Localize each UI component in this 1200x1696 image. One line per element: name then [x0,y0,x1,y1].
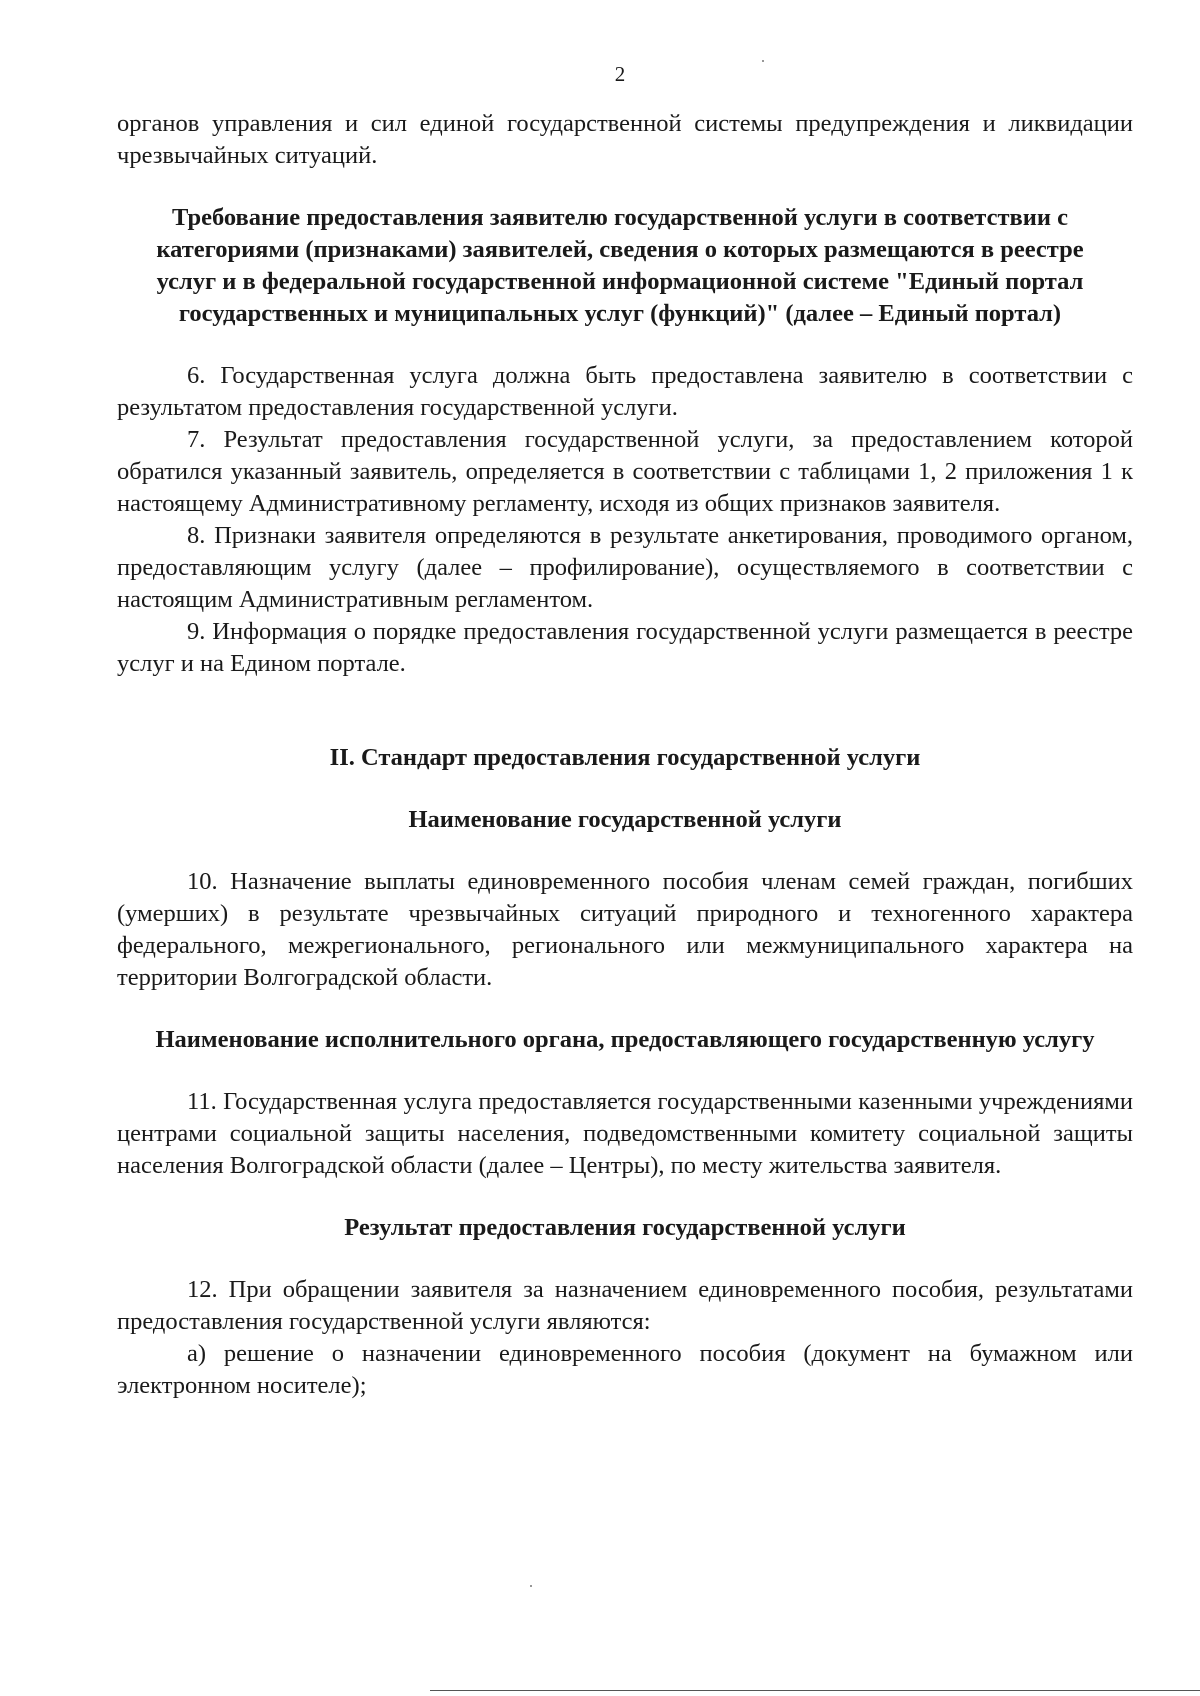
intro-paragraph: органов управления и сил единой государственной системы предупреждения и ликвидации чрезвычайных ситуаций. [117,110,1133,169]
paragraph-6: 6. Государственная услуга должна быть предоставлена заявителю в соответствии с результатом предоставления государственной услуги. [117,362,1133,421]
paragraph-9: 9. Информация о порядке предоставления государственной услуги размещается в реестре услуг и на Едином портале. [117,618,1133,677]
paragraph-12: 12. При обращении заявителя за назначением единовременного пособия, результатами предоставления государственной услуги являются: [117,1276,1133,1335]
scan-speck [762,60,764,62]
heading-organ: Наименование исполнительного органа, предоставляющего государственную услугу [155,1026,1095,1053]
paragraph-8: 8. Признаки заявителя определяются в результате анкетирования, проводимого органом, предоставляющим услугу (далее – профилирование), осуществляемого в соответствии с настоящим Административным регламентом. [117,522,1133,613]
paragraph-7: 7. Результат предоставления государственной услуги, за предоставлением которой обратился указанный заявитель, определяется в соответствии с таблицами 1, 2 приложения 1 к настоящему Административному регламенту, исходя из общих признаков заявителя. [117,426,1133,517]
heading-standard: II. Стандарт предоставления государственной услуги [329,744,921,771]
scan-speck [530,1585,532,1587]
paragraph-12a: а) решение о назначении единовременного пособия (документ на бумажном или электронном носителе); [117,1340,1133,1399]
heading-requirement: Требование предоставления заявителю государственной услуги в соответствии с категориями (признаками) заявителей, сведения о которых размещаются в реестре услуг и в федеральной государственной информационной системе "Единый портал государственных и муниципальных услуг (функций)" (далее – Единый портал) [156,204,1084,327]
paragraph-10: 10. Назначение выплаты единовременного пособия членам семей граждан, погибших (умерших) в результате чрезвычайных ситуаций природного и техногенного характера федерального, межрегионального, регионального или межмуниципального характера на территории Волгоградской области. [117,868,1133,991]
heading-result: Результат предоставления государственной услуги [344,1214,906,1241]
scan-edge-line [430,1690,1200,1691]
document-body [117,108,1133,1402]
page-number: 2 [614,62,626,86]
paragraph-11: 11. Государственная услуга предоставляется государственными казенными учреждениями центрами социальной защиты населения, подведомственными комитету социальной защиты населения Волгоградской области (далее – Центры), по месту жительства заявителя. [117,1088,1133,1179]
heading-service-name: Наименование государственной услуги [408,806,842,833]
